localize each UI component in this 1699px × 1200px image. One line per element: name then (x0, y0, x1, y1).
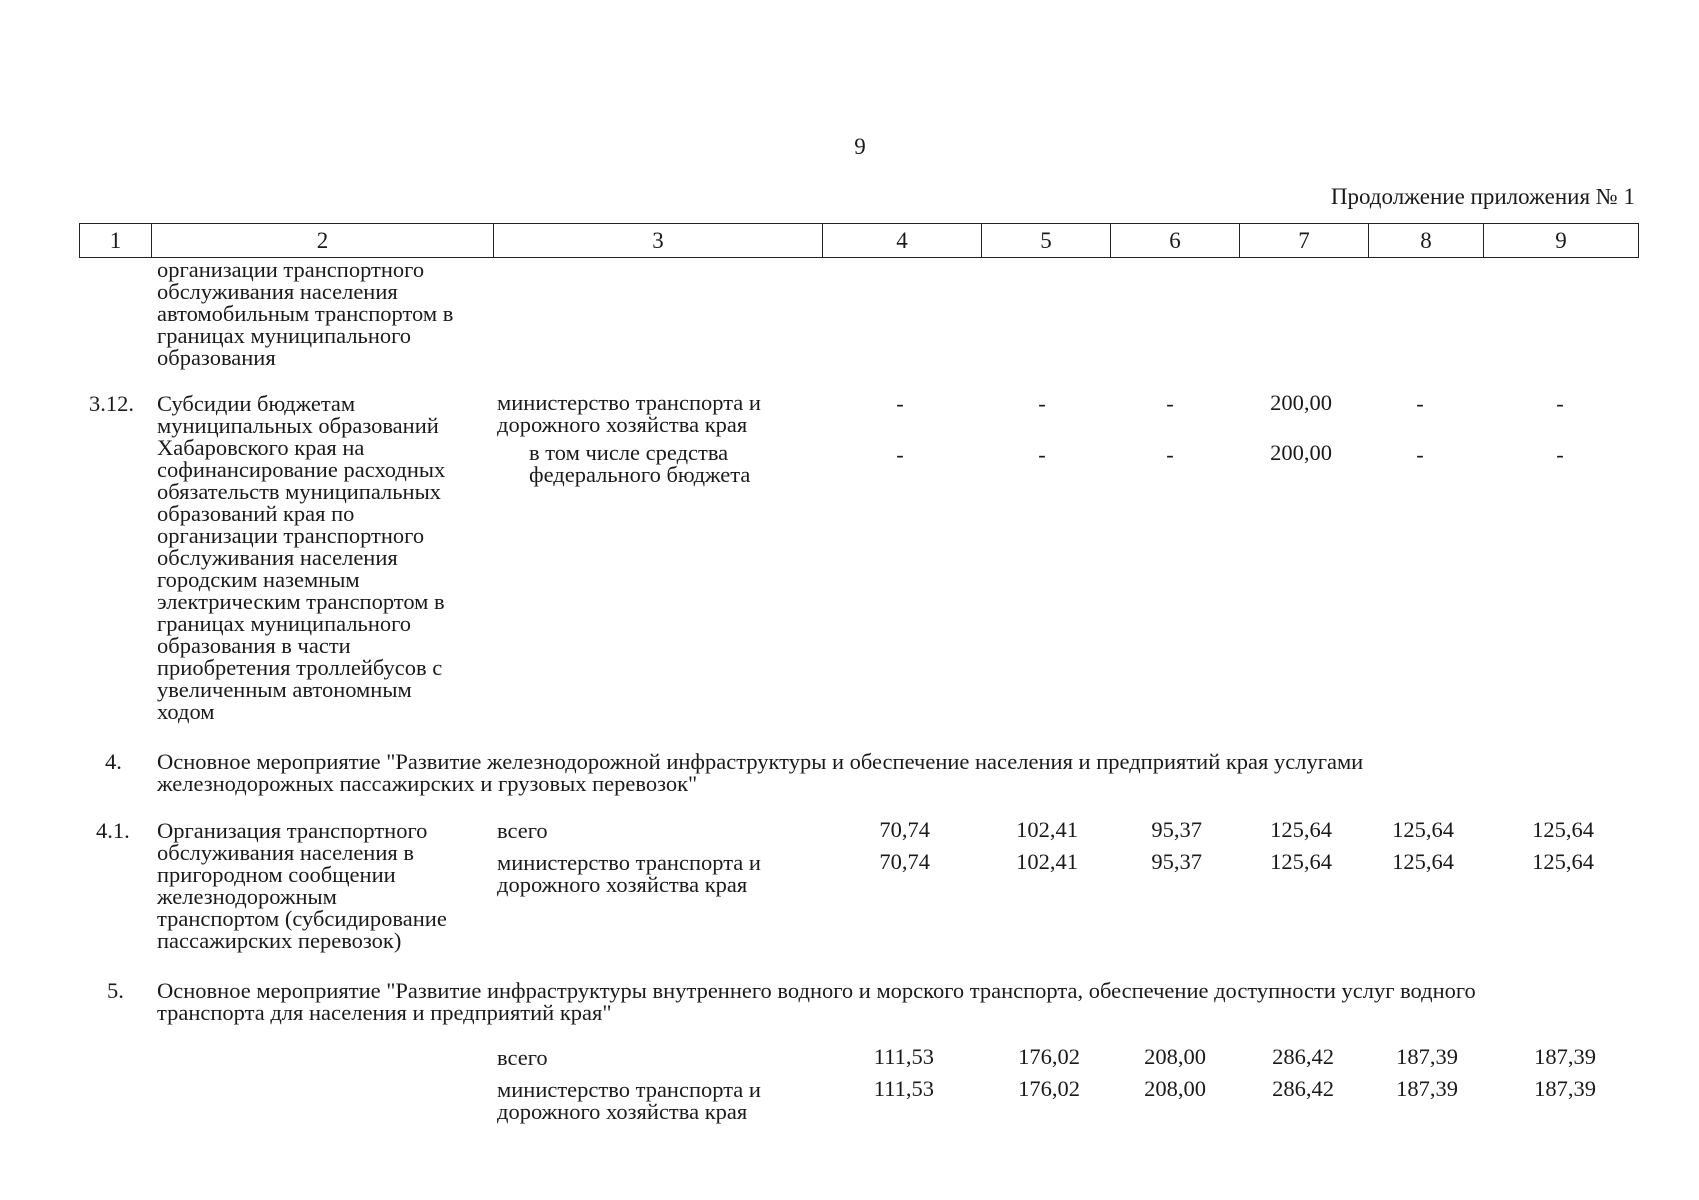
section-number: 5. (107, 978, 124, 1003)
executor (497, 1079, 761, 1123)
value-cell: 125,64 (1392, 849, 1454, 874)
executor-line: дорожного хозяйства края (497, 1099, 748, 1124)
value-cell: 187,39 (1396, 1044, 1458, 1069)
executor (497, 392, 761, 436)
description-line: софинансирование расходных (157, 457, 446, 482)
value-cell: - (1416, 442, 1424, 467)
description-line: муниципальных образований (157, 413, 439, 438)
description-line: обязательств муниципальных (157, 479, 441, 504)
section-title-line: Основное мероприятие "Развитие железнодорожной инфраструктуры и обеспечение населения и предприятий края услугами (157, 749, 1364, 774)
description-line: обслуживания населения в (157, 840, 414, 865)
description-line: границах муниципального (157, 323, 412, 348)
row-description (157, 820, 447, 952)
header-col-3: 3 (494, 224, 823, 258)
executor (497, 852, 761, 896)
value-cell: 125,64 (1392, 817, 1454, 842)
executor-line: министерство транспорта и (497, 1077, 761, 1102)
value-cell: - (1416, 391, 1424, 416)
value-cell: - (1038, 442, 1046, 467)
executor-line: всего (497, 818, 548, 843)
header-col-4: 4 (823, 224, 982, 258)
value-cell: 70,74 (879, 817, 930, 842)
executor-sub (529, 442, 750, 486)
description-line: транспортом (субсидирование (157, 906, 447, 931)
row-number: 3.12. (89, 391, 134, 416)
section-title (157, 980, 1476, 1024)
column-number-header (79, 223, 1639, 258)
value-cell: - (896, 391, 904, 416)
value-cell: 286,42 (1272, 1044, 1334, 1069)
value-cell: 102,41 (1016, 849, 1078, 874)
description-line: организации транспортного (157, 523, 425, 548)
value-cell: 176,02 (1018, 1044, 1080, 1069)
description-line: границах муниципального (157, 611, 412, 636)
description-line: обслуживания населения (157, 279, 398, 304)
executor-line: министерство транспорта и (497, 850, 761, 875)
executor (497, 1047, 548, 1069)
description-line: железнодорожным (157, 884, 337, 909)
description-line: автомобильным транспортом в (157, 301, 454, 326)
executor-line: федерального бюджета (529, 462, 751, 487)
description-line: Организация транспортного (157, 818, 428, 843)
description-line: приобретения троллейбусов с (157, 655, 443, 680)
header-col-2: 2 (152, 224, 494, 258)
value-cell: 95,37 (1151, 817, 1202, 842)
description-line: городским наземным (157, 567, 360, 592)
description-line: электрическим транспортом в (157, 589, 445, 614)
header-col-9: 9 (1484, 224, 1639, 258)
value-cell: 187,39 (1396, 1076, 1458, 1101)
header-col-1: 1 (80, 224, 152, 258)
section-title-line: транспорта для населения и предприятий края" (157, 1000, 612, 1025)
header-col-8: 8 (1369, 224, 1484, 258)
value-cell: 111,53 (873, 1076, 934, 1101)
value-cell: 102,41 (1016, 817, 1078, 842)
description-line: образований края по (157, 501, 355, 526)
executor-line: министерство транспорта и (497, 390, 761, 415)
description-line: Хабаровского края на (157, 435, 365, 460)
executor-line: всего (497, 1045, 548, 1070)
description-line: ходом (157, 699, 215, 724)
executor-line: в том числе средства (529, 440, 729, 465)
value-cell: 200,00 (1270, 440, 1332, 465)
section-title-line: железнодорожных пассажирских и грузовых перевозок" (157, 771, 698, 796)
executor (497, 820, 548, 842)
value-cell: - (1038, 391, 1046, 416)
description-line: организации транспортного (157, 257, 425, 282)
value-cell: - (1556, 442, 1564, 467)
value-cell: 111,53 (873, 1044, 934, 1069)
value-cell: 95,37 (1151, 849, 1202, 874)
header-col-7: 7 (1240, 224, 1369, 258)
value-cell: - (1166, 391, 1174, 416)
description-line: образования (157, 345, 276, 370)
value-cell: 70,74 (879, 849, 930, 874)
value-cell: - (896, 442, 904, 467)
value-cell: - (1556, 391, 1564, 416)
value-cell: 208,00 (1144, 1076, 1206, 1101)
page-number: 9 (854, 134, 866, 159)
continued-description (157, 259, 453, 369)
description-line: пригородном сообщении (157, 862, 396, 887)
row-description (157, 393, 445, 723)
section-title (157, 751, 1363, 795)
description-line: обслуживания населения (157, 545, 398, 570)
value-cell: 125,64 (1270, 849, 1332, 874)
executor-line: дорожного хозяйства края (497, 412, 748, 437)
description-line: увеличенным автономным (157, 677, 412, 702)
value-cell: - (1166, 442, 1174, 467)
row-number: 4.1. (96, 818, 130, 843)
header-col-5: 5 (982, 224, 1111, 258)
executor-line: дорожного хозяйства края (497, 872, 748, 897)
value-cell: 125,64 (1532, 817, 1594, 842)
value-cell: 125,64 (1270, 817, 1332, 842)
value-cell: 125,64 (1532, 849, 1594, 874)
description-line: Субсидии бюджетам (157, 391, 356, 416)
section-title-line: Основное мероприятие "Развитие инфраструктуры внутреннего водного и морского транспорта, обеспечение доступности услуг водного (157, 978, 1476, 1003)
section-number: 4. (105, 749, 122, 774)
value-cell: 200,00 (1270, 390, 1332, 415)
value-cell: 187,39 (1534, 1076, 1596, 1101)
value-cell: 208,00 (1144, 1044, 1206, 1069)
value-cell: 286,42 (1272, 1076, 1334, 1101)
header-col-6: 6 (1111, 224, 1240, 258)
value-cell: 176,02 (1018, 1076, 1080, 1101)
appendix-note: Продолжение приложения № 1 (1330, 184, 1635, 209)
description-line: пассажирских перевозок) (157, 928, 402, 953)
value-cell: 187,39 (1534, 1044, 1596, 1069)
description-line: образования в части (157, 633, 351, 658)
